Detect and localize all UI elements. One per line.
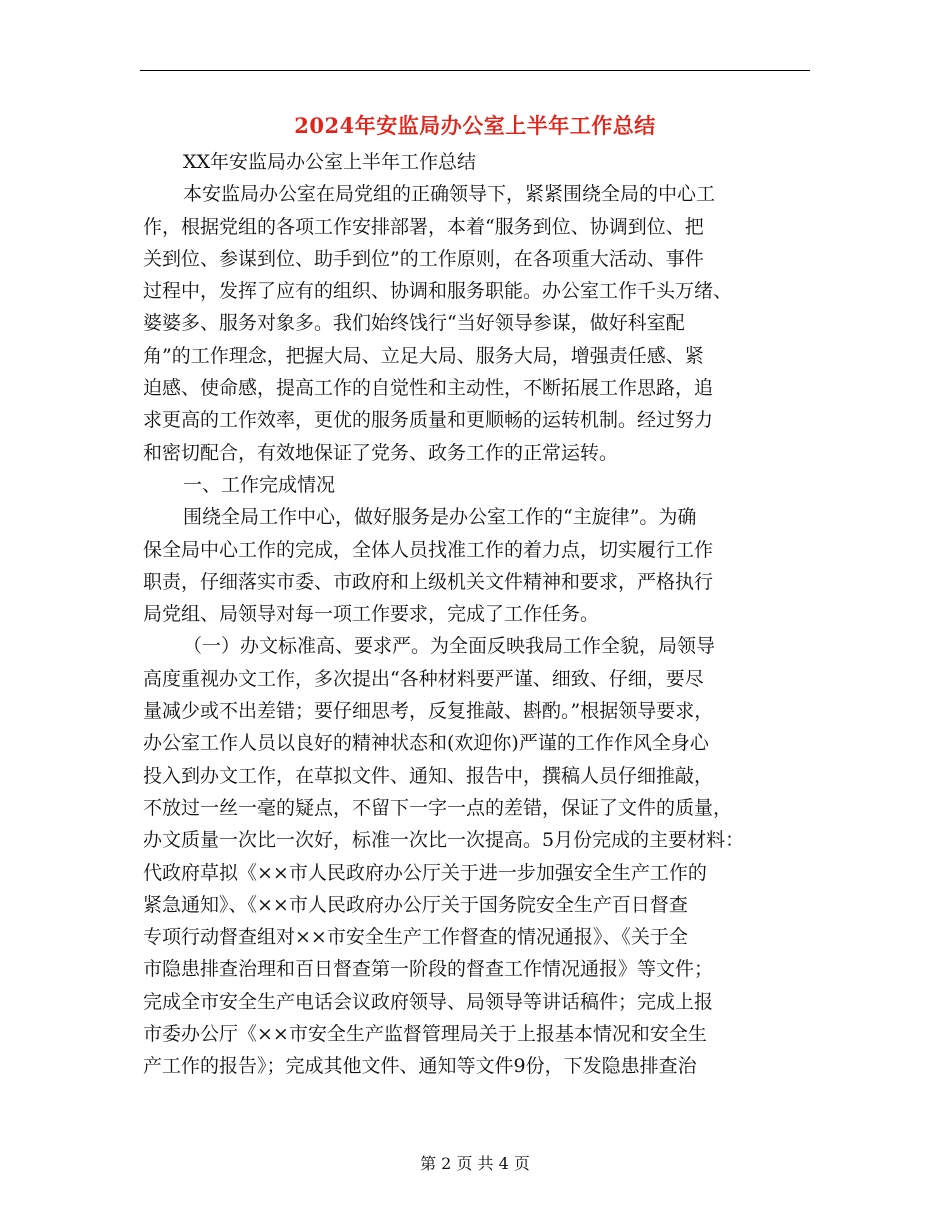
body-line: （一）办文标准高、要求严。为全面反映我局工作全貌，局领导	[183, 635, 716, 658]
body-line: 紧急通知》、《××市人民政府办公厅关于国务院安全生产百日督查	[143, 893, 688, 916]
body-line: 过程中，发挥了应有的组织、协调和服务职能。办公室工作千头万绪、	[143, 280, 733, 303]
body-line: 办公室工作人员以良好的精神状态和(欢迎你)严谨的工作作风全身心	[143, 732, 709, 755]
page-number-footer: 第 2 页 共 4 页	[420, 1154, 530, 1173]
body-line: 职责，仔细落实市委、市政府和上级机关文件精神和要求，严格执行	[143, 570, 714, 593]
body-line: XX年安监局办公室上半年工作总结	[183, 151, 477, 173]
body-line: 婆婆多、服务对象多。我们始终饯行“当好领导参谋，做好科室配	[143, 312, 685, 335]
body-line: 量减少或不出差错；要仔细思考，反复推敲、斟酌。”根据领导要求，	[143, 700, 714, 723]
body-line: 完成全市安全生产电话会议政府领导、局领导等讲话稿件；完成上报	[143, 990, 714, 1013]
body-line: 迫感、使命感，提高工作的自觉性和主动性，不断拓展工作思路，追	[143, 377, 714, 400]
body-line: 关到位、参谋到位、助手到位”的工作原则，在各项重大活动、事件	[143, 247, 704, 270]
document-title: 2024年安监局办公室上半年工作总结	[294, 113, 656, 138]
body-line: 保全局中心工作的完成，全体人员找准工作的着力点，切实履行工作	[143, 538, 714, 561]
body-line: 代政府草拟《××市人民政府办公厅关于进一步加强安全生产工作的	[143, 861, 707, 884]
body-line: 局党组、局领导对每一项工作要求，完成了工作任务。	[143, 603, 600, 626]
body-line: 不放过一丝一毫的疑点，不留下一字一点的差错，保证了文件的质量，	[143, 796, 733, 819]
body-line: 专项行动督查组对××市安全生产工作督查的情况通报》、《关于全	[143, 926, 688, 949]
body-line: 求更高的工作效率，更优的服务质量和更顺畅的运转机制。经过努力	[143, 409, 714, 432]
body-line: 产工作的报告》；完成其他文件、通知等文件9份，下发隐患排查治	[143, 1055, 697, 1078]
body-line: 作，根据党组的各项工作安排部署，本着“服务到位、协调到位、把	[143, 215, 704, 238]
body-line: 围绕全局工作中心，做好服务是办公室工作的“主旋律”。为确	[183, 506, 697, 529]
body-line: 市委办公厅《××市安全生产监督管理局关于上报基本情况和安全生	[143, 1023, 707, 1046]
body-line: 本安监局办公室在局党组的正确领导下，紧紧围绕全局的中心工	[183, 183, 716, 206]
section-heading: 一、工作完成情况	[183, 473, 336, 496]
body-line: 和密切配合，有效地保证了党务、政务工作的正常运转。	[143, 441, 619, 464]
header-rule	[140, 70, 810, 71]
body-line: 市隐患排查治理和百日督查第一阶段的督查工作情况通报》等文件；	[143, 958, 714, 981]
body-line: 角”的工作理念，把握大局、立足大局、服务大局，增强责任感、紧	[143, 344, 704, 367]
body-line: 高度重视办文工作，多次提出“各种材料要严谨、细致、仔细，要尽	[143, 667, 704, 690]
document-body	[143, 146, 813, 1083]
body-line: 投入到办文工作，在草拟文件、通知、报告中，撰稿人员仔细推敲，	[143, 764, 714, 787]
body-line: 办文质量一次比一次好，标准一次比一次提高。5月份完成的主要材料：	[143, 829, 745, 852]
